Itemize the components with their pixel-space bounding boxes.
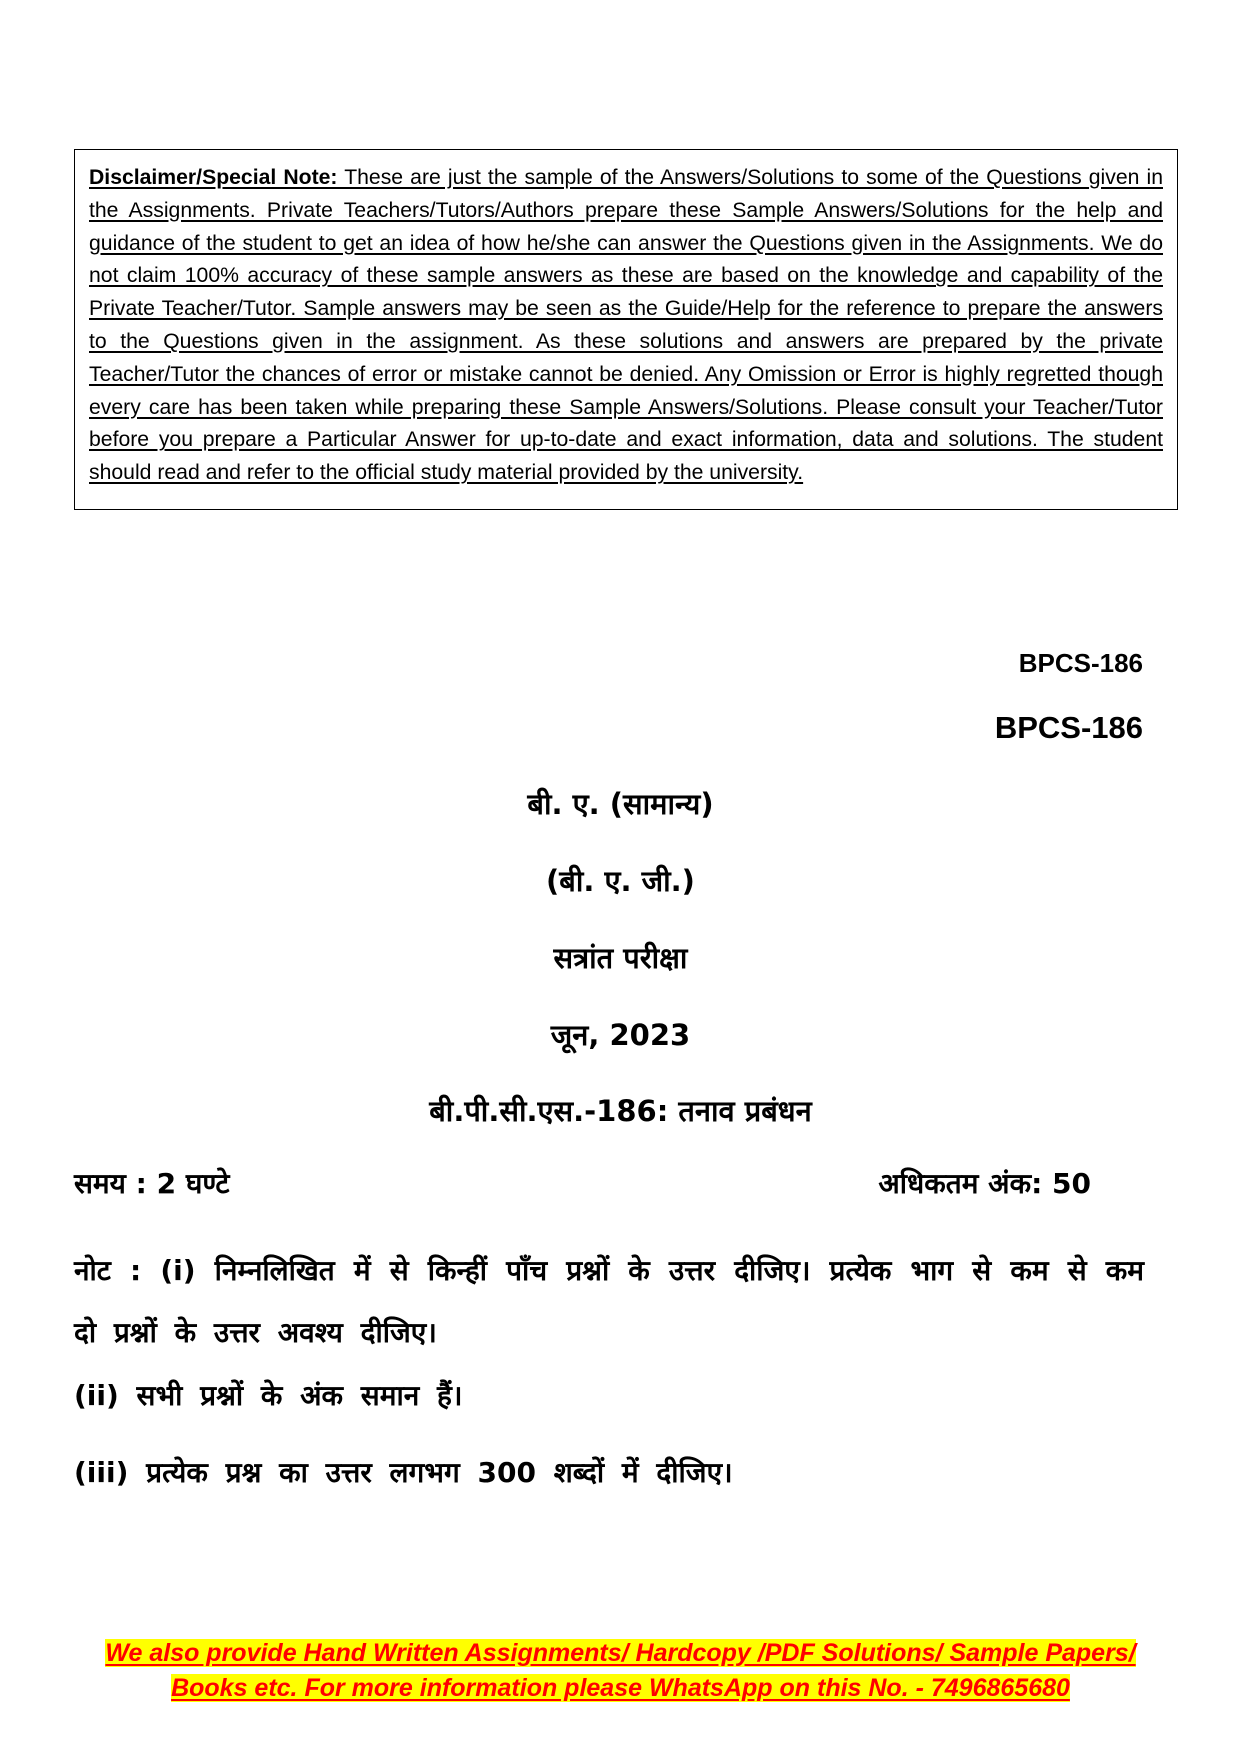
disclaimer-body: These are just the sample of the Answers/Solutions to some of the Questions given in the Assignments. Private Teachers/Tutors/Authors prepare these Sample Answers/Solutions for the help and guidance of the student to get an idea of how he/she can answer the Questions given in the Assignments. We do not claim 100% accuracy of these sample answers as these are based on the knowledge and capability of the Private Teacher/Tutor. Sample answers may be seen as the Guide/Help for the reference to prepare the answers to the Questions given in the assignment. As these solutions and answers are prepared by the private Teacher/Tutor the chances of error or mistake cannot be denied. Any Omission or Error is highly regretted though every care has been taken while preparing these Sample Answers/Solutions. Please consult your Teacher/Tutor before you prepare a Particular Answer for up-to-date and exact information, data and solutions. The student should read and refer to the official study material provided by the university. <box>89 166 1163 485</box>
course-title: बी.पी.सी.एस.-186: तनाव प्रबंधन <box>429 1094 812 1128</box>
exam-type: सत्रांत परीक्षा <box>553 941 688 975</box>
programme-name: बी. ए. (सामान्य) <box>527 787 714 821</box>
promo-line-2: Books etc. For more information please WhatsApp on this No. - 7496865680 <box>171 1674 1070 1702</box>
disclaimer-label: Disclaimer/Special Note: <box>89 166 338 189</box>
exam-session: जून, 2023 <box>550 1018 691 1052</box>
time-allowed: समय : 2 घण्टे <box>74 1167 230 1200</box>
note-instruction-iii: (iii) प्रत्येक प्रश्न का उत्तर लगभग 300 शब्दों में दीजिए। <box>74 1456 733 1489</box>
disclaimer-box <box>74 149 1178 510</box>
course-code-large: BPCS-186 <box>994 710 1143 745</box>
promo-line-1: We also provide Hand Written Assignments/ Hardcopy /PDF Solutions/ Sample Papers/ <box>105 1639 1136 1667</box>
course-code-small: BPCS-186 <box>1018 648 1143 678</box>
promo-banner <box>0 1636 1241 1706</box>
programme-abbreviation: (बी. ए. जी.) <box>546 864 695 898</box>
disclaimer-text <box>89 162 1163 490</box>
maximum-marks: अधिकतम अंक: 50 <box>878 1167 1091 1200</box>
note-instruction-ii: (ii) सभी प्रश्नों के अंक समान हैं। <box>74 1379 463 1412</box>
note-instruction-i: नोट : (i) निम्नलिखित में से किन्हीं पाँच प्रश्नों के उत्तर दीजिए। प्रत्येक भाग से कम से कम दो प्रश्नों के उत्तर अवश्य दीजिए। <box>74 1254 1144 1349</box>
